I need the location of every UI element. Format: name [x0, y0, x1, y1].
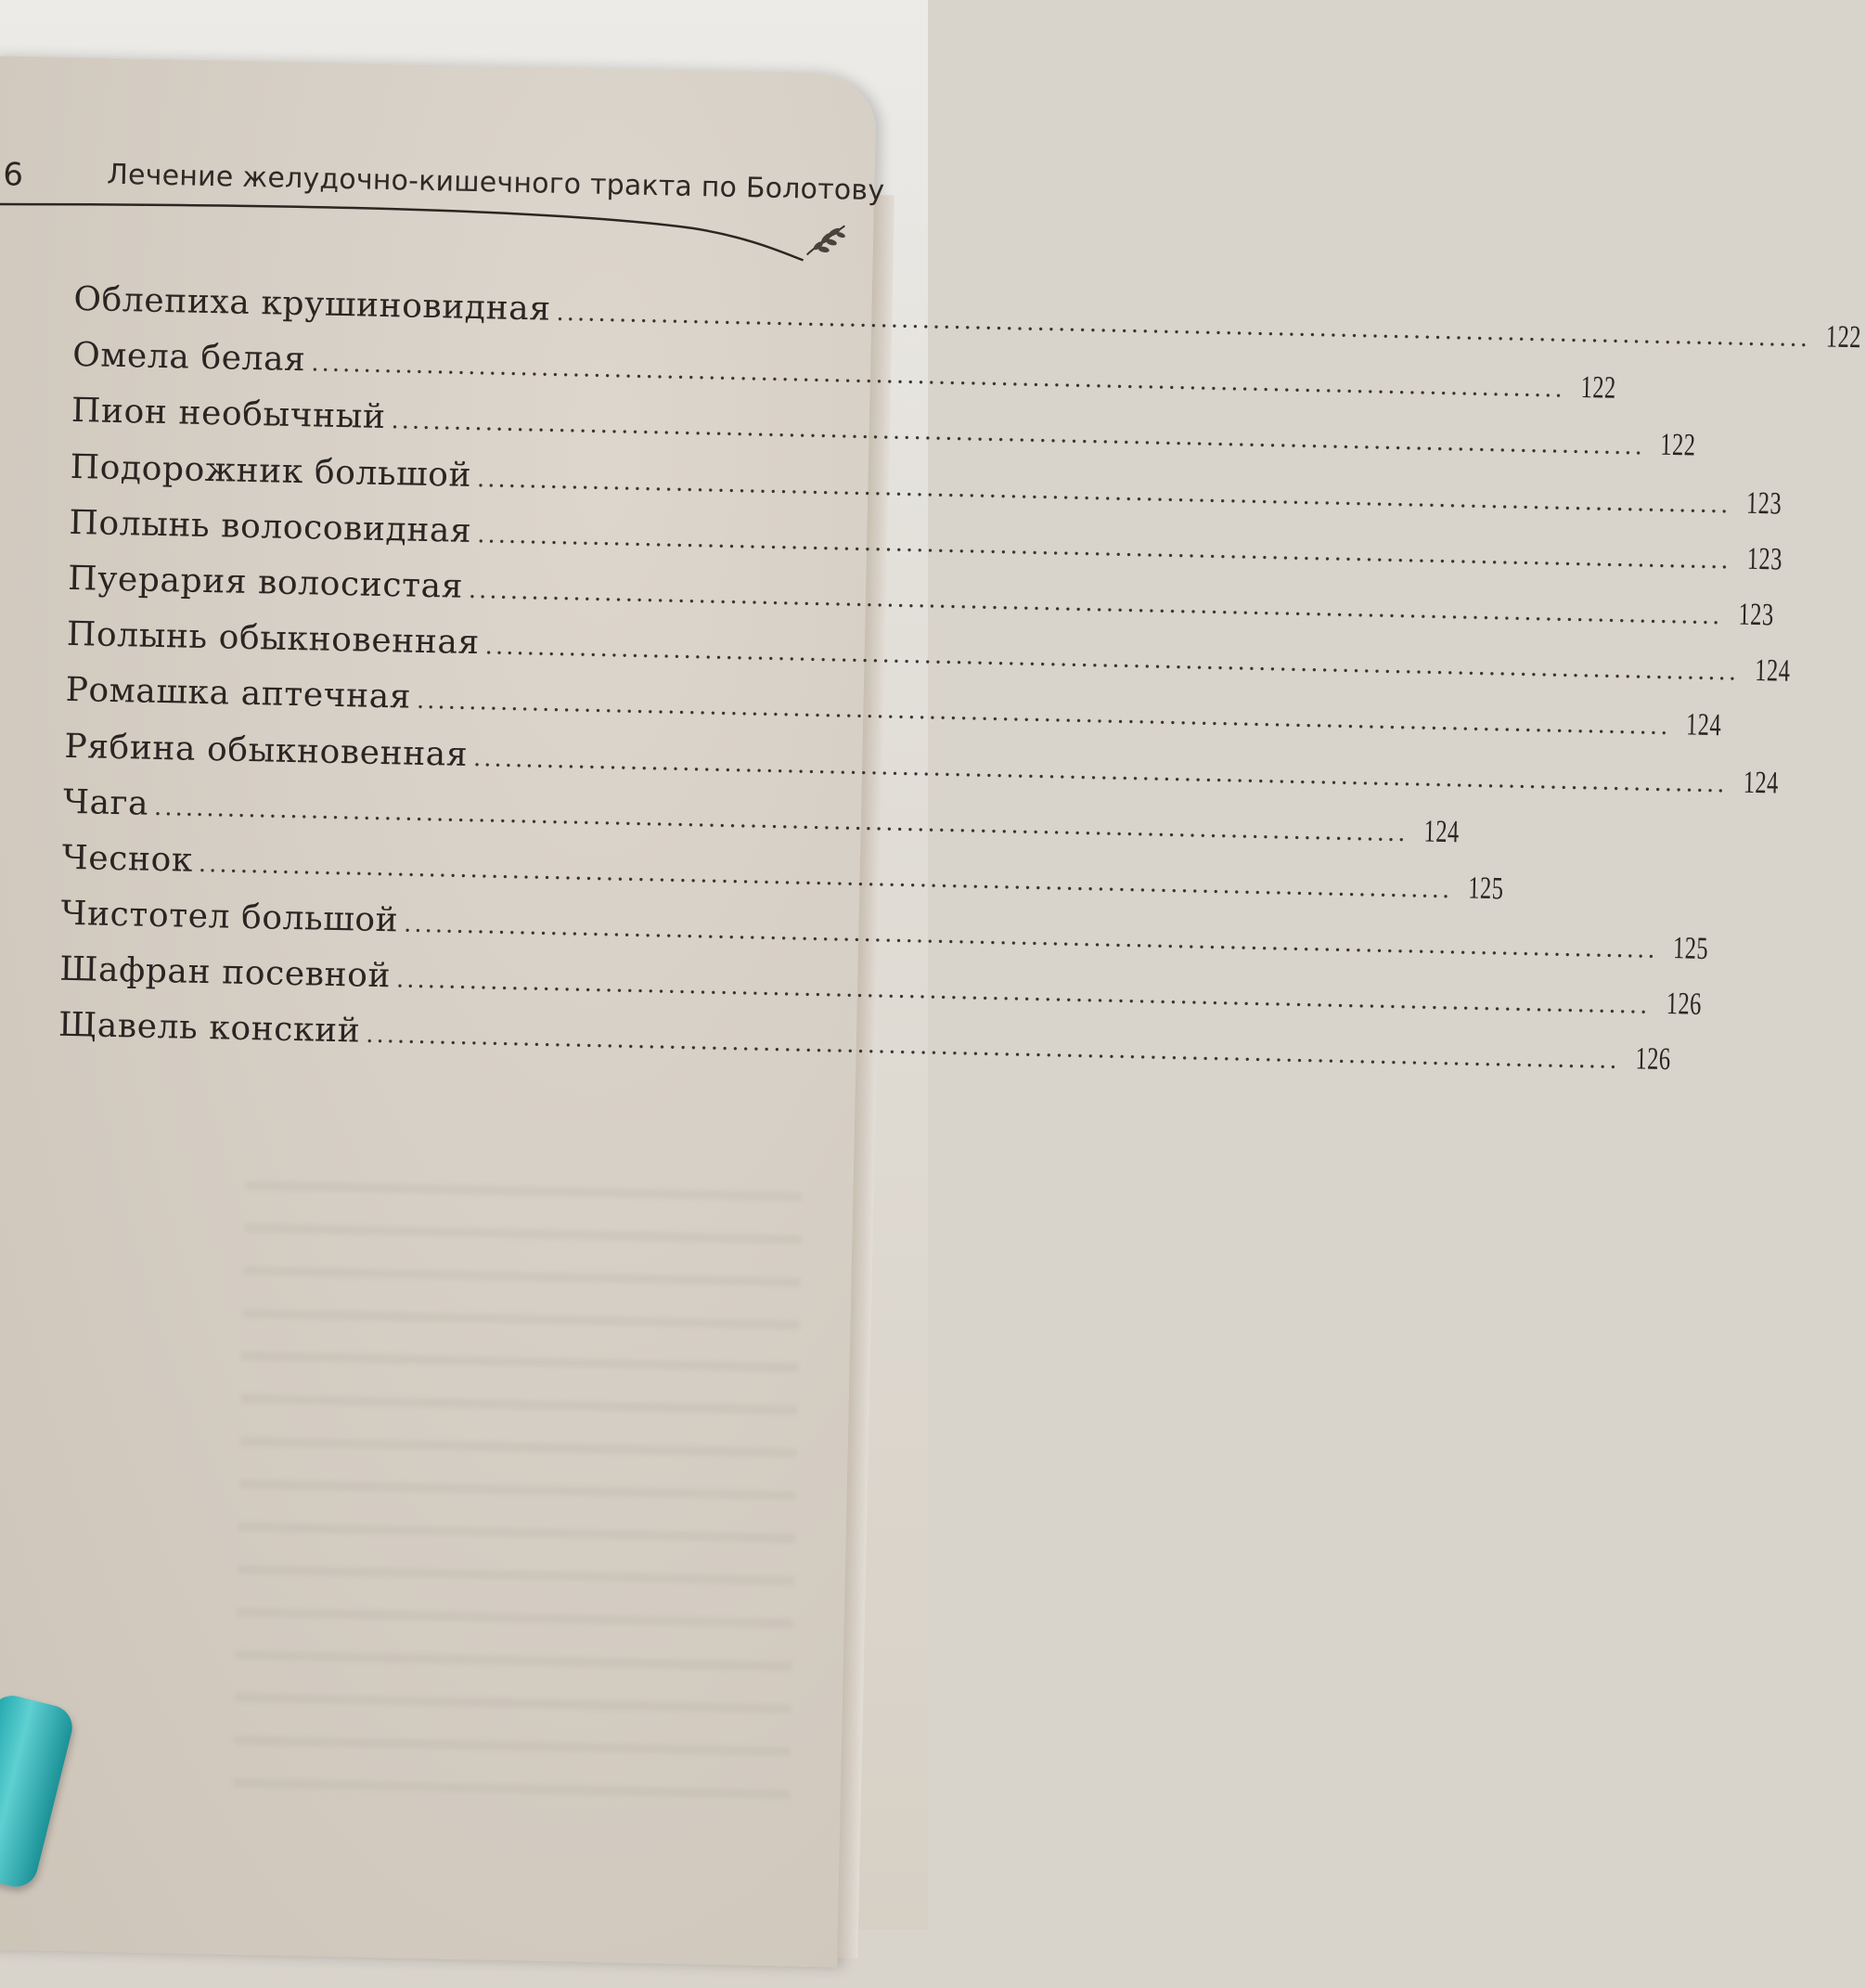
toc-entry-page: 124 — [1754, 653, 1791, 689]
toc-leader-dots: ........................................................................................................................ — [476, 464, 1731, 519]
toc-entry-title: Полынь обыкновенная — [66, 614, 481, 663]
toc-entry-page: 124 — [1743, 765, 1779, 801]
table-of-contents — [58, 279, 1862, 1078]
toc-leader-dots: ........................................................................................................................ — [311, 349, 1566, 404]
toc-entry-title: Чистотел большой — [60, 894, 399, 940]
toc-entry-page: 123 — [1737, 597, 1774, 633]
toc-entry-title: Пион необычный — [71, 392, 386, 437]
toc-leader-dots: ........................................................................................................................ — [472, 743, 1728, 798]
toc-entry-page: 123 — [1746, 541, 1782, 577]
toc-entry-title: Чага — [62, 782, 149, 823]
toc-entry-page: 125 — [1467, 871, 1504, 907]
toc-leader-dots: ........................................................................................................................ — [153, 793, 1409, 847]
show-through-text — [233, 1147, 804, 1808]
toc-leader-dots: ........................................................................................................................ — [416, 687, 1671, 742]
page-number: 6 — [2, 156, 24, 194]
toc-entry-title: Омела белая — [71, 336, 306, 380]
toc-entry-page: 123 — [1745, 485, 1782, 522]
book-page — [0, 56, 1862, 1968]
toc-entry-title: Ромашка аптечная — [65, 671, 412, 716]
running-title: Лечение желудочно-кишечного тракта по Болотову — [106, 158, 885, 208]
toc-entry-page: 124 — [1685, 707, 1722, 743]
toc-entry-title: Подорожник большой — [70, 447, 472, 495]
toc-leader-dots: ........................................................................................................................ — [198, 849, 1453, 905]
toc-leader-dots: ........................................................................................................................ — [403, 910, 1658, 964]
toc-entry-page: 124 — [1423, 814, 1460, 850]
toc-leader-dots: ........................................................................................................................ — [365, 1021, 1621, 1076]
toc-entry-page: 126 — [1635, 1041, 1671, 1078]
page-header — [0, 148, 885, 278]
toc-entry-page: 125 — [1673, 931, 1709, 967]
toc-leader-dots: ........................................................................................................................ — [395, 965, 1651, 1020]
toc-entry-title: Чеснок — [61, 838, 194, 880]
toc-entry-title: Щавель конский — [58, 1006, 361, 1052]
toc-entry-page: 122 — [1660, 428, 1697, 463]
toc-entry-title: Пуерария волосистая — [67, 559, 464, 606]
toc-entry-title: Рябина обыкновенная — [64, 727, 469, 774]
toc-entry-title: Шафран посевной — [58, 950, 392, 996]
toc-entry-page: 126 — [1665, 987, 1702, 1023]
toc-leader-dots: ........................................................................................................................ — [484, 632, 1740, 687]
toc-leader-dots: ........................................................................................................................ — [391, 407, 1646, 461]
toc-entry-page: 122 — [1825, 319, 1862, 355]
toc-leader-dots: ........................................................................................................................ — [476, 520, 1732, 575]
toc-entry-page: 122 — [1580, 370, 1617, 406]
toc-entry-title: Полынь волосовидная — [69, 503, 472, 550]
toc-entry-title: Облепиха крушиновидная — [73, 279, 552, 329]
toc-leader-dots: ........................................................................................................................ — [468, 575, 1723, 631]
plant-ornament-icon — [803, 217, 850, 265]
toc-leader-dots: ........................................................................................................................ — [556, 298, 1811, 354]
